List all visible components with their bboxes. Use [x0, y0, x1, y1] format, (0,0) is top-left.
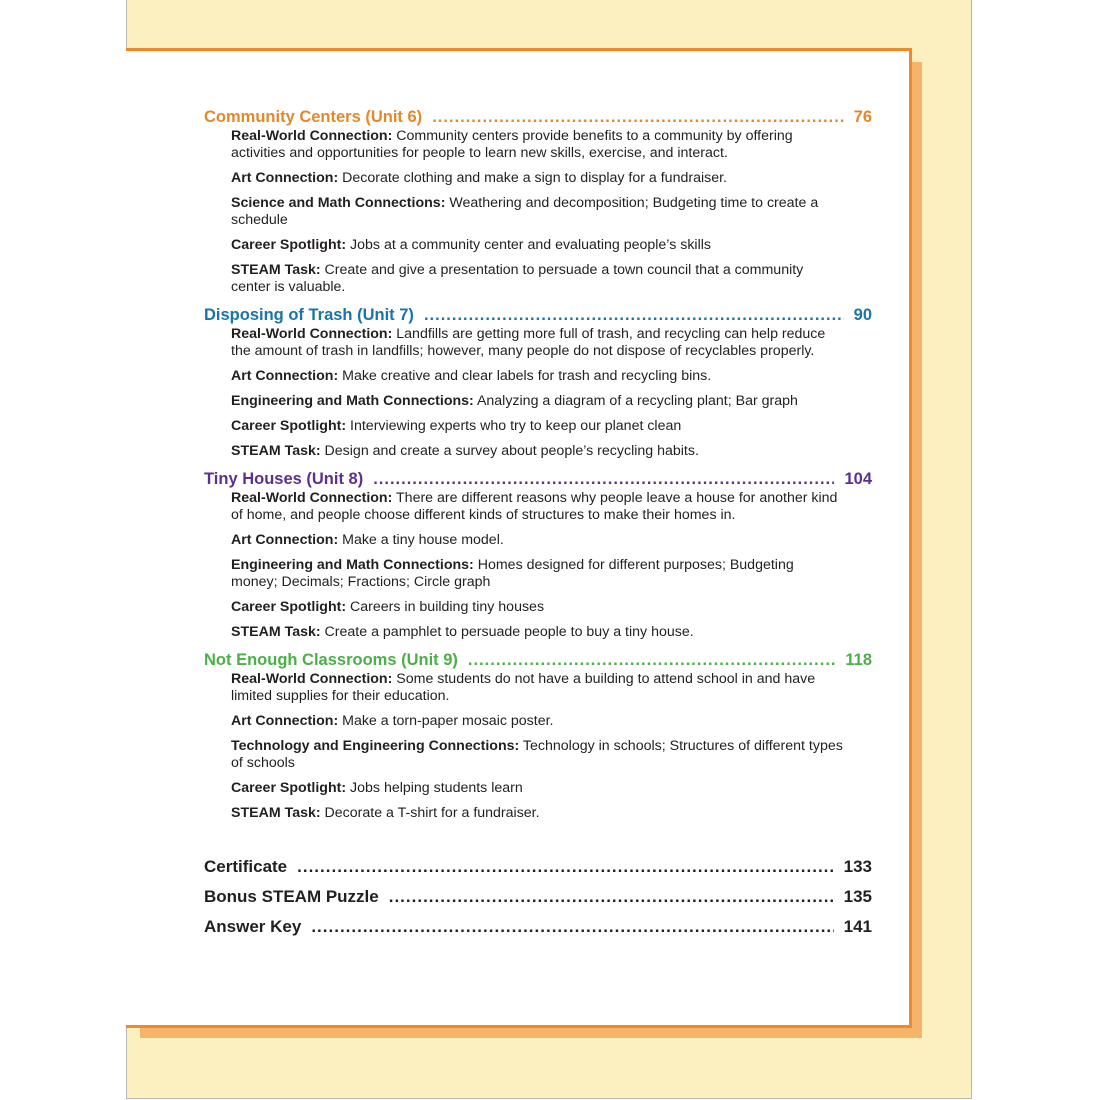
table-of-contents	[204, 106, 872, 830]
unit-7-entry[interactable]	[204, 304, 872, 326]
list-item: Technology and Engineering Connections: Technology in schools; Structures of different types of schools	[231, 738, 843, 771]
list-item: Career Spotlight: Jobs at a community center and evaluating people’s skills	[231, 237, 711, 253]
list-item: Art Connection: Decorate clothing and make a sign to display for a fundraiser.	[231, 170, 727, 186]
entry-title: Certificate	[204, 857, 288, 876]
list-item: Engineering and Math Connections: Analyzing a diagram of a recycling plant; Bar graph	[231, 393, 798, 409]
bonus-puzzle-entry[interactable]	[204, 882, 872, 912]
entry-title: Answer Key	[204, 917, 302, 936]
dot-leader	[373, 468, 834, 490]
entry-title: Bonus STEAM Puzzle	[204, 887, 379, 906]
dot-leader	[432, 106, 843, 128]
page-number: 133	[843, 857, 872, 876]
unit-title: Not Enough Classrooms (Unit 9)	[204, 651, 458, 669]
page-number: 141	[843, 917, 872, 936]
list-item: Engineering and Math Connections: Homes designed for different purposes; Budgeting money; Decimals; Fractions; Circle graph	[231, 557, 794, 590]
dot-leader	[424, 304, 844, 326]
list-item: Career Spotlight: Jobs helping students learn	[231, 780, 523, 796]
unit-8-entry[interactable]	[204, 468, 872, 490]
page-number: 90	[853, 306, 872, 324]
unit-title: Disposing of Trash (Unit 7)	[204, 306, 414, 324]
list-item: STEAM Task: Design and create a survey about people’s recycling habits.	[231, 443, 699, 459]
page-number: 118	[845, 651, 872, 669]
list-item: STEAM Task: Decorate a T-shirt for a fundraiser.	[231, 805, 540, 821]
list-item: Art Connection: Make a tiny house model.	[231, 532, 504, 548]
unit-6-entry[interactable]	[204, 106, 872, 128]
page-number: 135	[843, 887, 872, 906]
list-item: Real-World Connection: There are different reasons why people leave a house for another kind of home, and people choose different kinds of structures to make their homes in.	[231, 490, 838, 523]
unit-title: Tiny Houses (Unit 8)	[204, 470, 364, 488]
unit-title: Community Centers (Unit 6)	[204, 108, 423, 126]
unit-6-section	[204, 106, 872, 296]
list-item: Real-World Connection: Landfills are getting more full of trash, and recycling can help reduce the amount of trash in landfills; however, many people do not dispose of recyclables properly.	[231, 326, 826, 359]
unit-8-section	[204, 468, 872, 641]
extra-entries	[204, 852, 872, 942]
dot-leader	[468, 649, 835, 671]
list-item: Real-World Connection: Some students do not have a building to attend school in and have limited supplies for their education.	[231, 671, 816, 704]
list-item: Career Spotlight: Careers in building tiny houses	[231, 599, 545, 615]
unit-9-section	[204, 649, 872, 822]
certificate-entry[interactable]	[204, 852, 872, 882]
answer-key-entry[interactable]	[204, 912, 872, 942]
list-item: Real-World Connection: Community centers provide benefits to a community by offering activities and opportunities for people to learn new skills, exercise, and interact.	[231, 128, 793, 161]
page-number: 76	[853, 108, 872, 126]
dot-leader	[297, 852, 833, 882]
list-item: Art Connection: Make a torn-paper mosaic poster.	[231, 713, 554, 729]
list-item: Career Spotlight: Interviewing experts who try to keep our planet clean	[231, 418, 682, 434]
dot-leader	[389, 882, 834, 912]
page-number: 104	[844, 470, 872, 488]
dot-leader	[311, 912, 833, 942]
unit-7-section	[204, 304, 872, 460]
list-item: Art Connection: Make creative and clear labels for trash and recycling bins.	[231, 368, 712, 384]
list-item: STEAM Task: Create a pamphlet to persuade people to buy a tiny house.	[231, 624, 694, 640]
list-item: STEAM Task: Create and give a presentation to persuade a town council that a community center is valuable.	[231, 262, 804, 295]
list-item: Science and Math Connections: Weathering and decomposition; Budgeting time to create a schedule	[231, 195, 819, 228]
unit-9-entry[interactable]	[204, 649, 872, 671]
